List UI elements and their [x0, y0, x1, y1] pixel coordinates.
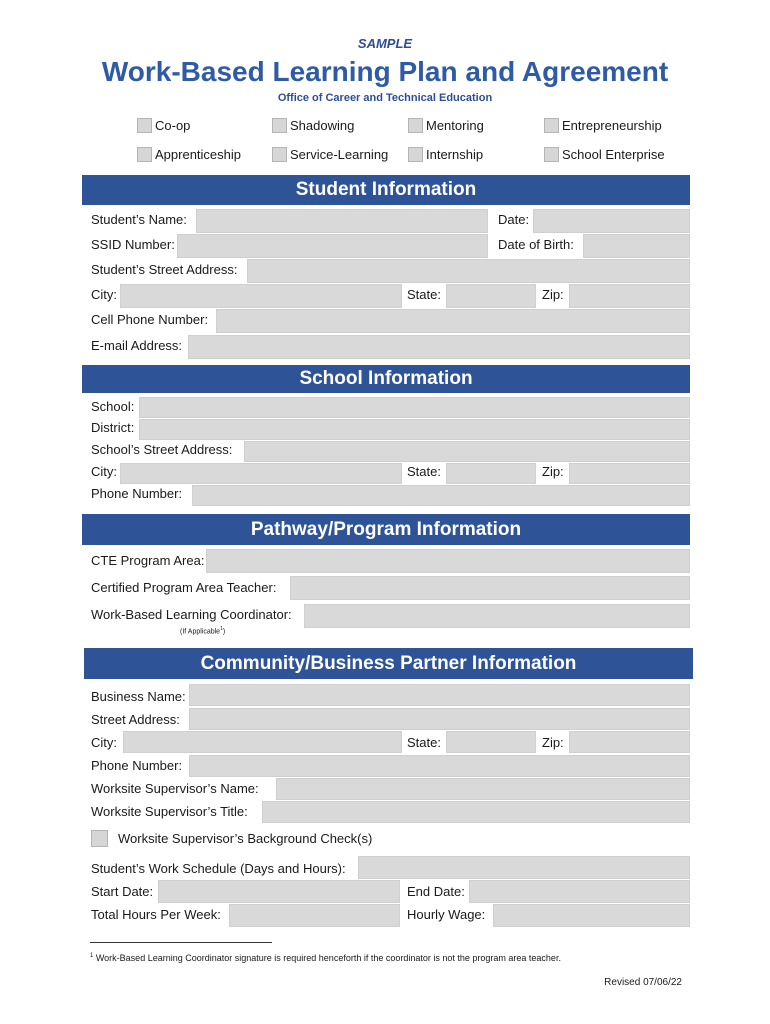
checkbox-school-enterprise[interactable] [544, 147, 665, 162]
student-state-input[interactable] [446, 284, 536, 308]
end-date-input[interactable] [469, 880, 690, 903]
coordinator-input[interactable] [304, 604, 690, 628]
work-schedule-label: Student’s Work Schedule (Days and Hours): [91, 861, 346, 876]
teacher-label: Certified Program Area Teacher: [91, 580, 277, 595]
checkbox-co-op[interactable] [137, 118, 190, 133]
dob-label: Date of Birth: [498, 237, 574, 252]
checkbox-label: School Enterprise [562, 147, 665, 162]
background-check-label: Worksite Supervisor’s Background Check(s) [118, 831, 373, 846]
school-input[interactable] [139, 397, 690, 418]
email-label: E-mail Address: [91, 338, 183, 353]
business-city-label: City: [91, 735, 117, 750]
business-name-input[interactable] [189, 684, 690, 706]
student-city-input[interactable] [120, 284, 402, 308]
start-date-label: Start Date: [91, 884, 154, 899]
school-zip-input[interactable] [569, 463, 690, 484]
ssid-label: SSID Number: [91, 237, 175, 252]
start-date-input[interactable] [158, 880, 400, 903]
business-zip-input[interactable] [569, 731, 690, 753]
school-city-input[interactable] [120, 463, 402, 484]
checkbox-internship[interactable] [408, 147, 483, 162]
footnote-divider [90, 942, 272, 943]
footnote-text: Work-Based Learning Coordinator signature is required henceforth if the coordinator is not the program area teacher. [93, 953, 561, 963]
school-zip-label: Zip: [542, 464, 564, 479]
checkbox-apprenticeship[interactable] [137, 147, 241, 162]
business-phone-label: Phone Number: [91, 758, 183, 773]
if-applicable-text: (If Applicable [180, 628, 221, 636]
cte-area-input[interactable] [206, 549, 690, 573]
end-date-label: End Date: [407, 884, 465, 899]
business-city-input[interactable] [123, 731, 402, 753]
ssid-input[interactable] [177, 234, 488, 258]
district-label: District: [91, 420, 135, 435]
district-input[interactable] [139, 419, 690, 440]
cte-area-label: CTE Program Area: [91, 553, 205, 568]
checkbox-label: Entrepreneurship [562, 118, 662, 133]
footnote-mark: 1 [90, 953, 94, 959]
date-input[interactable] [533, 209, 690, 233]
checkbox-label: Internship [426, 147, 484, 162]
school-street-label: School’s Street Address: [91, 442, 233, 457]
cell-phone-label: Cell Phone Number: [91, 312, 209, 327]
school-phone-label: Phone Number: [91, 486, 183, 501]
school-label: School: [91, 399, 135, 414]
checkbox-mentoring[interactable] [408, 118, 484, 133]
business-zip-label: Zip: [542, 735, 564, 750]
student-state-label: State: [407, 287, 441, 302]
checkbox-label: Apprenticeship [155, 147, 241, 162]
checkbox-label: Mentoring [426, 118, 484, 133]
date-label: Date: [498, 212, 530, 227]
student-street-label: Student’s Street Address: [91, 262, 238, 277]
background-check-checkbox[interactable] [91, 830, 372, 847]
checkbox-box[interactable] [272, 118, 287, 133]
checkbox-box[interactable] [544, 147, 559, 162]
page-title: Work-Based Learning Plan and Agreement [101, 56, 669, 87]
business-state-label: State: [407, 735, 441, 750]
if-applicable-close: ) [222, 628, 226, 636]
business-phone-input[interactable] [189, 755, 690, 777]
coordinator-label: Work-Based Learning Coordinator: [91, 607, 292, 622]
checkbox-box[interactable] [137, 147, 152, 162]
total-hours-label: Total Hours Per Week: [91, 907, 221, 922]
section-header-school: School Information [82, 365, 690, 393]
if-applicable-superscript: 1 [220, 626, 223, 632]
school-phone-input[interactable] [192, 485, 690, 506]
school-state-label: State: [407, 464, 441, 479]
cell-phone-input[interactable] [216, 309, 690, 333]
if-applicable-note [180, 626, 225, 635]
work-schedule-input[interactable] [358, 856, 690, 879]
business-name-label: Business Name: [91, 689, 186, 704]
supervisor-name-input[interactable] [276, 778, 690, 800]
supervisor-name-label: Worksite Supervisor’s Name: [91, 781, 259, 796]
checkbox-box[interactable] [408, 118, 423, 133]
checkbox-box[interactable] [91, 830, 108, 847]
section-header-student: Student Information [82, 175, 690, 205]
student-zip-label: Zip: [542, 287, 564, 302]
school-city-label: City: [91, 464, 117, 479]
total-hours-input[interactable] [229, 904, 400, 927]
checkbox-box[interactable] [544, 118, 559, 133]
school-street-input[interactable] [244, 441, 690, 462]
student-zip-input[interactable] [569, 284, 690, 308]
checkbox-box[interactable] [408, 147, 423, 162]
section-header-pathway: Pathway/Program Information [82, 514, 690, 545]
hourly-wage-label: Hourly Wage: [407, 907, 486, 922]
checkbox-service-learning[interactable] [272, 147, 388, 162]
checkbox-shadowing[interactable] [272, 118, 354, 133]
sample-label: SAMPLE [357, 36, 413, 51]
checkbox-label: Co-op [155, 118, 191, 133]
email-input[interactable] [188, 335, 690, 359]
checkbox-box[interactable] [137, 118, 152, 133]
supervisor-title-label: Worksite Supervisor’s Title: [91, 804, 248, 819]
business-state-input[interactable] [446, 731, 536, 753]
business-street-input[interactable] [189, 708, 690, 730]
checkbox-label: Service-Learning [290, 147, 389, 162]
revised-date: Revised 07/06/22 [604, 977, 682, 988]
school-state-input[interactable] [446, 463, 536, 484]
dob-input[interactable] [583, 234, 690, 258]
footnote [90, 953, 561, 963]
office-subtitle: Office of Career and Technical Education [277, 92, 493, 104]
business-street-label: Street Address: [91, 712, 180, 727]
checkbox-box[interactable] [272, 147, 287, 162]
student-name-label: Student’s Name: [91, 212, 187, 227]
teacher-input[interactable] [290, 576, 690, 600]
student-city-label: City: [91, 287, 117, 302]
supervisor-title-input[interactable] [262, 801, 690, 823]
checkbox-label: Shadowing [290, 118, 355, 133]
section-header-partner: Community/Business Partner Information [84, 648, 693, 679]
checkbox-entrepreneurship[interactable] [544, 118, 662, 133]
hourly-wage-input[interactable] [493, 904, 690, 927]
student-name-input[interactable] [196, 209, 488, 233]
student-street-input[interactable] [247, 259, 690, 283]
